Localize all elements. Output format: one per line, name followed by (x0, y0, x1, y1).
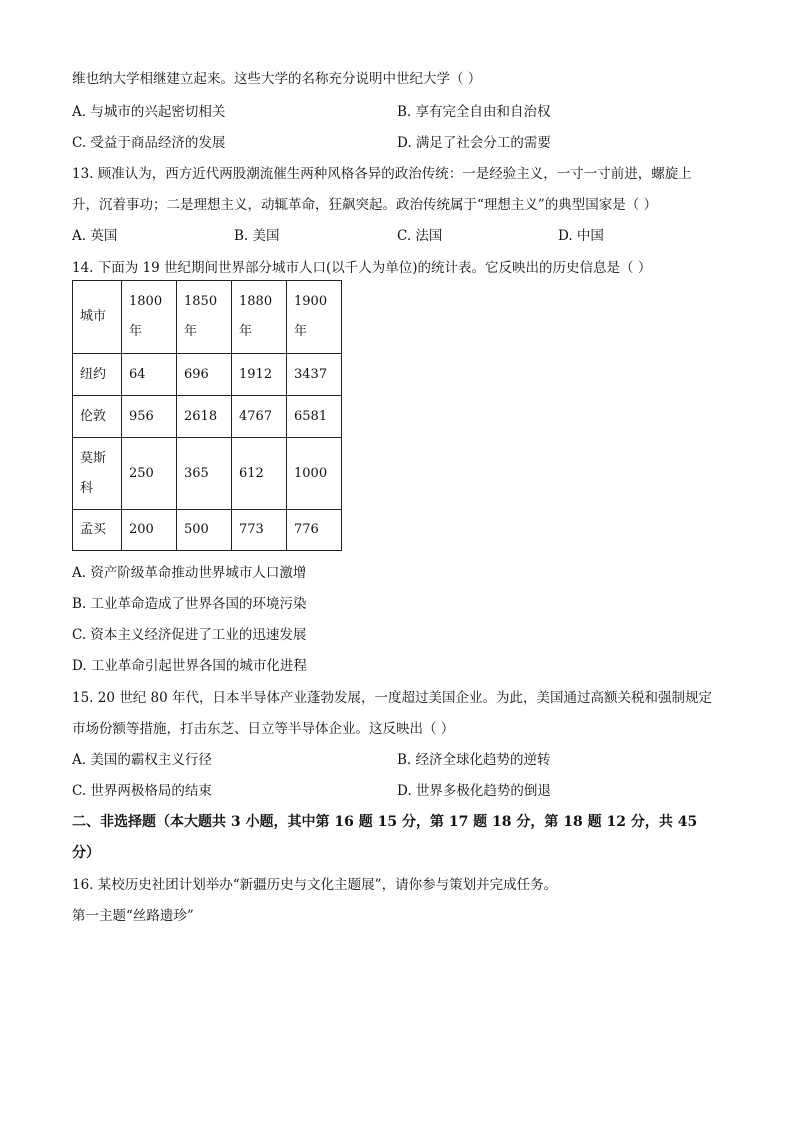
section-2-heading-line1: 二、非选择题（本大题共 3 小题，其中第 16 题 15 分，第 17 题 18 分，第 18 题 12 分，共 45 (72, 814, 698, 830)
q13-option-c: C. 法国 (397, 228, 443, 244)
table-cell: 64 (122, 354, 177, 396)
q15-option-d: D. 世界多极化趋势的倒退 (397, 783, 551, 799)
table-cell: 696 (177, 354, 232, 396)
q13-stem-line2: 升，沉着事功；二是理想主义，动辄革命，狂飙突起。政治传统属于“理想主义”的典型国家是（ ） (72, 197, 658, 213)
table-row (73, 354, 342, 396)
q15-stem-line2: 市场份额等措施，打击东芝、日立等半导体企业。这反映出（ ） (72, 721, 455, 737)
population-table (72, 280, 342, 551)
q16-subtheme: 第一主题“丝路遗珍” (72, 908, 194, 924)
table-header-cell: 1850 年 (177, 281, 232, 354)
q14-option-c: C. 资本主义经济促进了工业的迅速发展 (72, 627, 307, 643)
table-header-cell: 1900 年 (287, 281, 342, 354)
table-cell: 6581 (287, 396, 342, 438)
table-cell: 2618 (177, 396, 232, 438)
q14-option-a: A. 资产阶级革命推动世界城市人口激增 (72, 565, 307, 581)
table-cell: 365 (177, 438, 232, 510)
table-header-row (73, 281, 342, 354)
q14-option-b: B. 工业革命造成了世界各国的环境污染 (72, 596, 307, 612)
q14-option-d: D. 工业革命引起世界各国的城市化进程 (72, 658, 307, 674)
table-header-cell: 1800 年 (122, 281, 177, 354)
q13-option-b: B. 美国 (234, 228, 280, 244)
table-header-cell: 城市 (73, 281, 122, 354)
q16-stem: 16. 某校历史社团计划举办“新疆历史与文化主题展”，请你参与策划并完成任务。 (72, 877, 558, 893)
q15-option-a: A. 美国的霸权主义行径 (72, 752, 212, 768)
table-header-cell: 1880 年 (232, 281, 287, 354)
table-cell: 4767 (232, 396, 287, 438)
table-cell: 孟买 (73, 510, 122, 551)
table-row (73, 438, 342, 510)
table-cell: 776 (287, 510, 342, 551)
table-cell: 3437 (287, 354, 342, 396)
q13-stem-line1: 13. 顾准认为，西方近代两股潮流催生两种风格各异的政治传统：一是经验主义，一寸一寸前进，螺旋上 (72, 166, 692, 182)
q13-option-d: D. 中国 (558, 228, 604, 244)
q13-option-a: A. 英国 (72, 228, 118, 244)
q12-option-a: A. 与城市的兴起密切相关 (72, 104, 226, 120)
q15-stem-line1: 15. 20 世纪 80 年代，日本半导体产业蓬勃发展，一度超过美国企业。为此，美国通过高额关税和强制规定 (72, 690, 712, 706)
q12-option-b: B. 享有完全自由和自治权 (397, 104, 551, 120)
q12-option-c: C. 受益于商品经济的发展 (72, 135, 226, 151)
question-12-stem-tail: 维也纳大学相继建立起来。这些大学的名称充分说明中世纪大学（ ） (72, 71, 482, 87)
table-cell: 纽约 (73, 354, 122, 396)
q15-option-c: C. 世界两极格局的结束 (72, 783, 212, 799)
table-cell: 773 (232, 510, 287, 551)
q12-option-d: D. 满足了社会分工的需要 (397, 135, 551, 151)
table-row (73, 510, 342, 551)
table-cell: 612 (232, 438, 287, 510)
table-cell: 500 (177, 510, 232, 551)
table-cell: 莫斯科 (73, 438, 122, 510)
q14-stem: 14. 下面为 19 世纪期间世界部分城市人口(以千人为单位)的统计表。它反映出的历史信息是（ ） (72, 260, 652, 276)
table-cell: 伦敦 (73, 396, 122, 438)
table-cell: 200 (122, 510, 177, 551)
q15-option-b: B. 经济全球化趋势的逆转 (397, 752, 551, 768)
table-row (73, 396, 342, 438)
table-cell: 956 (122, 396, 177, 438)
table-cell: 1000 (287, 438, 342, 510)
table-cell: 1912 (232, 354, 287, 396)
section-2-heading-line2: 分） (72, 845, 100, 861)
table-cell: 250 (122, 438, 177, 510)
